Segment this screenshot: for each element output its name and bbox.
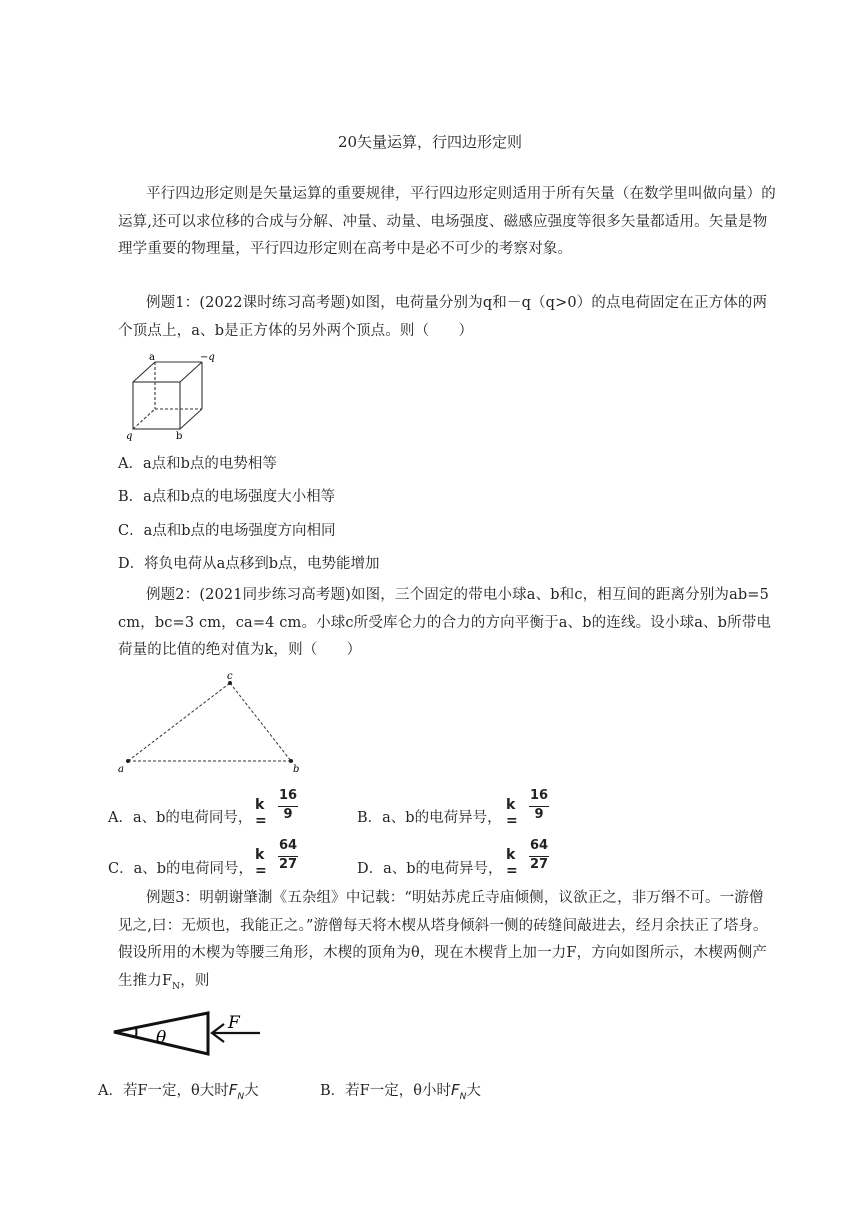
cube-label-a: a [149,352,155,363]
cube-label-q: q [126,431,133,442]
fraction-denominator: 27 [278,857,298,872]
example1-option-a: A．a点和b点的电势相等 [118,456,277,472]
example3-stem-subscript: N [172,981,181,992]
triangle-figure [115,668,310,776]
fraction-k: k = [506,797,518,829]
example3-option-a-text: A．若F一定，θ大时 [98,1083,229,1099]
example2-option-a-text: A．a、b的电荷同号， [108,810,253,826]
fraction-numerator: 64 [278,838,298,853]
fraction-denominator: 27 [529,857,549,872]
fraction-denominator: 9 [283,807,293,822]
triangle-label-b: b [293,764,300,775]
fraction-denominator: 9 [534,807,544,822]
example3-stem [118,885,778,1001]
force-subscript: N [459,1092,467,1102]
fraction-k: k = [255,797,267,829]
example1-option-b: B．a点和b点的电场强度大小相等 [118,489,336,505]
force-letter: F [450,1081,460,1099]
example2-option-b-text: B．a、b的电荷异号， [357,810,502,826]
intro-paragraph: 平行四边形定则是矢量运算的重要规律，平行四边形定则适用于所有矢量（在数学里叫做向量）的运算,还可以求位移的合成与分解、冲量、动量、电场强度、磁感应强度等很多矢量都适用。矢量是物理学重要的物理量，平行四边形定则在高考中是必不可少的考察对象。 [118,186,776,257]
example3-stem-end: ，则 [180,972,210,989]
page-title: 20矢量运算，行四边形定则 [337,133,523,151]
force-symbol [228,1081,245,1102]
example3-option-a-tail: 大 [244,1083,259,1099]
fraction-numerator: 16 [278,788,298,803]
fraction-k: k = [255,847,267,879]
wedge-label-theta: θ [156,1028,167,1048]
cube-label-b: b [176,431,183,442]
example3-option-a [98,1080,259,1107]
wedge-figure [108,1010,278,1058]
force-subscript: N [237,1092,245,1102]
triangle-label-c: c [227,671,233,682]
example3-option-b [320,1080,481,1107]
example1-option-c: C．a点和b点的电场强度方向相同 [118,523,336,539]
fraction-numerator: 64 [529,838,549,853]
example2-stem: 例题2：(2021同步练习高考题)如图，三个固定的带电小球a、b和c，相互间的距离分别为ab=5 cm，bc=3 cm，ca=4 cm。小球c所受库仑力的合力的方向平衡于a、b的连线。设小球a、b所带电荷量的比值的绝对值为k，则（ ） [118,587,772,658]
example3-stem-text: 例题3：明朝谢肇淛《五杂组》中记载：“明姑苏虎丘寺庙倾侧，议欲正之，非万缗不可。一游僧见之,曰：无烦也，我能正之。”游僧每天将木楔从塔身倾斜一侧的砖缝间敲进去，经月余扶正了塔身。假设所用的木楔为等腰三角形，木楔的顶角为θ，现在木楔背上加一力F，方向如图所示，木楔两侧产生推力F [118,890,768,989]
triangle-label-a: a [118,764,124,775]
fraction-k: k = [506,847,518,879]
force-symbol [450,1081,467,1102]
example3-option-b-tail: 大 [466,1083,481,1099]
wedge-label-F: F [228,1013,240,1033]
example1-option-d: D．将负电荷从a点移到b点，电势能增加 [118,556,380,572]
example2-option-c-text: C．a、b的电荷同号， [108,861,254,877]
example1-stem: 例题1：(2022课时练习高考题)如图，电荷量分别为q和－q（q>0）的点电荷固定在正方体的两个顶点上，a、b是正方体的另外两个顶点。则（ ） [118,295,768,339]
force-letter: F [228,1081,238,1099]
cube-label-neg-q: −q [200,352,215,363]
example3-option-b-text: B．若F一定，θ小时 [320,1083,451,1099]
fraction-numerator: 16 [529,788,549,803]
example2-option-d-text: D．a、b的电荷异号， [357,861,503,877]
cube-figure [118,352,218,442]
